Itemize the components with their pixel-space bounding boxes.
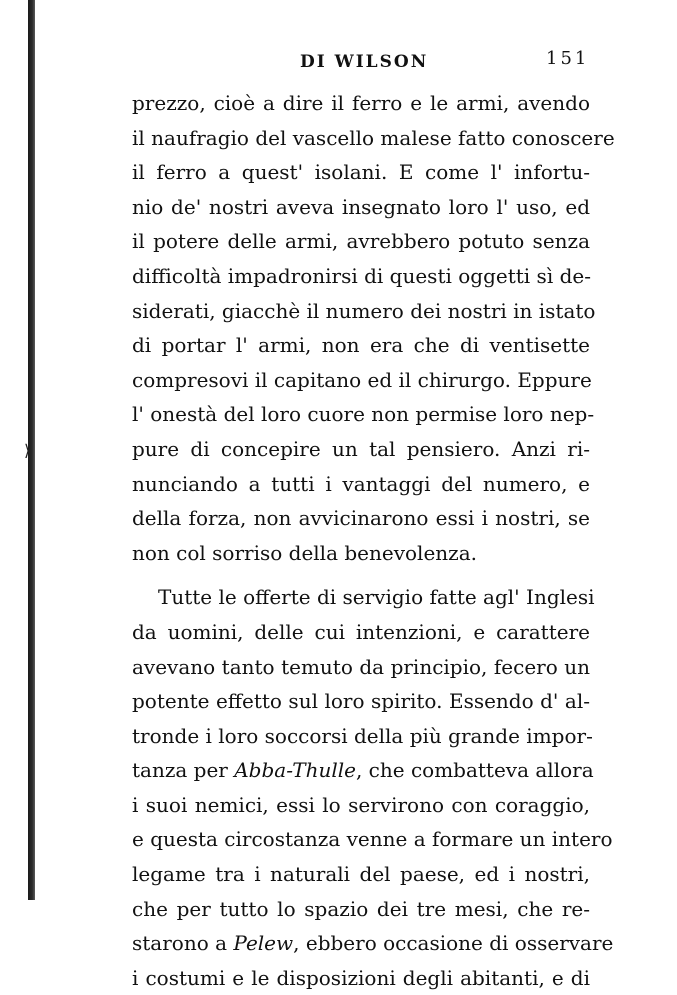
proper-name-italic: Pelew <box>233 931 294 956</box>
text-line: Tutte le offerte di servigio fatte agl' Inglesi <box>158 585 595 610</box>
text-line: compresovi il capitano ed il chirurgo. Eppure <box>132 367 592 392</box>
text-line: e questa circostanza venne a formare un intero <box>132 827 613 852</box>
text-line: della forza, non avvicinarono essi i nostri, se <box>132 506 590 531</box>
text-fragment: tanza per <box>132 758 235 783</box>
text-line: legame tra i naturali del paese, ed i nostri, <box>132 862 590 887</box>
text-fragment: , ebbero occasione di osservare <box>293 931 614 956</box>
text-line-with-name <box>132 753 594 788</box>
text-line: i suoi nemici, essi lo servirono con coraggio, <box>132 792 590 817</box>
text-line: da uomini, delle cui intenzioni, e carattere <box>132 619 590 644</box>
text-line: di portar l' armi, non era che di ventisette <box>132 333 590 358</box>
text-line: nio de' nostri aveva insegnato loro l' uso, ed <box>132 194 590 219</box>
text-line: siderati, giacchè il numero dei nostri in istato <box>132 298 596 323</box>
text-line: prezzo, cioè a dire il ferro e le armi, avendo <box>132 91 590 115</box>
text-line: l' onestà del loro cuore non permise loro nep- <box>132 402 595 427</box>
text-line: pure di concepire un tal pensiero. Anzi ri- <box>132 436 590 461</box>
proper-name-italic: Abba-Thulle <box>234 758 356 783</box>
text-line: non col sorriso della benevolenza. <box>132 540 477 565</box>
text-line: potente effetto sul loro spirito. Essendo d' al- <box>132 689 590 714</box>
text-line: il naufragio del vascello malese fatto conoscere <box>132 125 615 150</box>
text-block <box>132 86 615 995</box>
text-line: nunciando a tutti i vantaggi del numero, e <box>132 471 590 496</box>
page-number: 151 <box>546 48 590 69</box>
text-line: il ferro a quest' isolani. E come l' infortu- <box>132 160 590 185</box>
text-line: che per tutto lo spazio dei tre mesi, che re- <box>132 896 590 921</box>
paragraph-gap <box>132 570 590 580</box>
text-line: il potere delle armi, avrebbero potuto senza <box>132 229 590 254</box>
text-fragment: , che combatteva allora <box>355 758 594 783</box>
text-line: difficoltà impadronirsi di questi oggetti sì de- <box>132 263 591 288</box>
text-line: tronde i loro soccorsi della più grande impor- <box>132 723 593 748</box>
text-line: avevano tanto temuto da principio, fecero un <box>132 654 590 679</box>
binding-mark: ⟩ <box>24 441 31 460</box>
text-fragment: starono a <box>132 931 234 956</box>
running-head: DI WILSON <box>300 52 429 72</box>
text-line: i costumi e le disposizioni degli abitanti, e di <box>132 965 590 990</box>
text-line-with-name <box>132 926 614 961</box>
